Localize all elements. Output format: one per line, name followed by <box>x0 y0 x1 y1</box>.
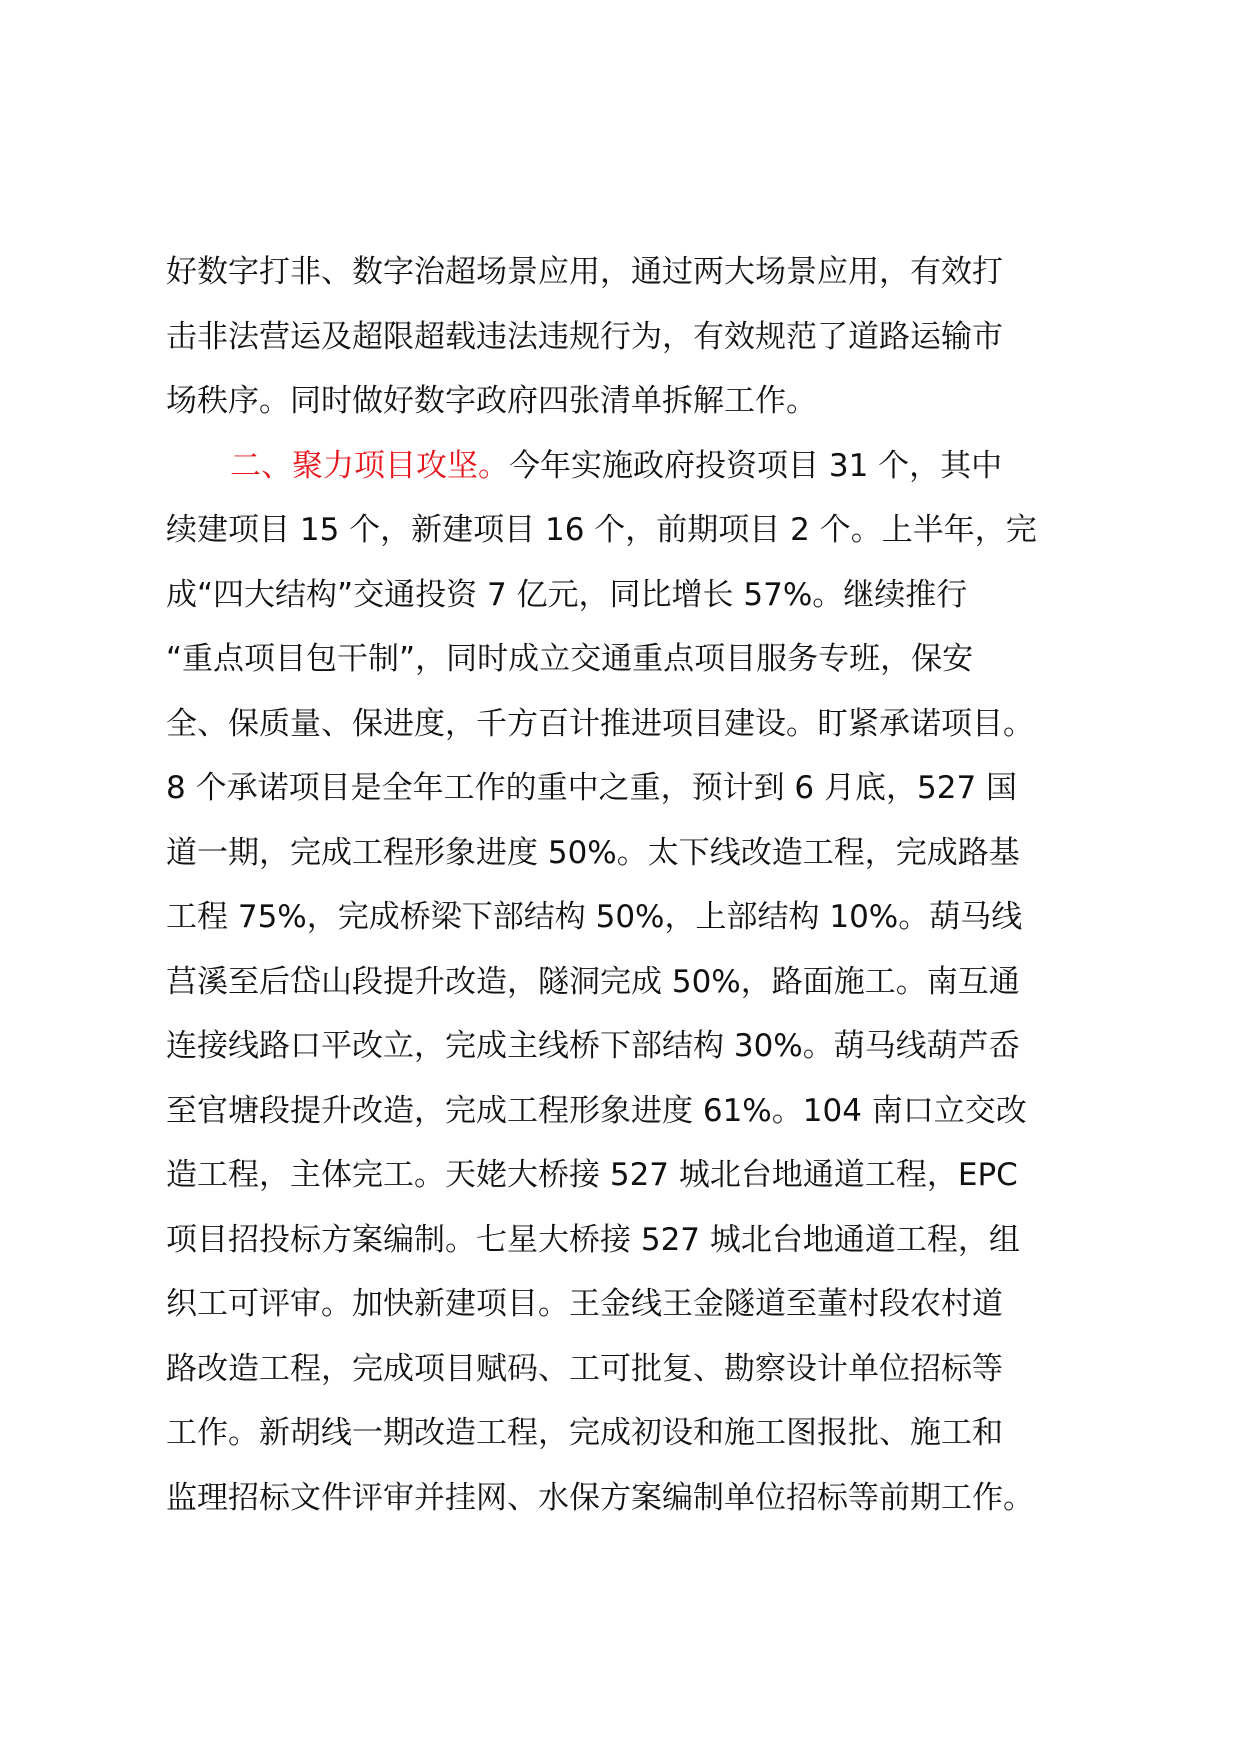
text-line: 监理招标文件评审并挂网、水保方案编制单位招标等前期工作。 <box>166 1479 1034 1516</box>
text-line: 场秩序。同时做好数字政府四张清单拆解工作。 <box>166 383 817 419</box>
text-line: 项目招投标方案编制。七星大桥接 527 城北台地通道工程，组 <box>166 1221 1020 1258</box>
text-line: 莒溪至后岱山段提升改造，隧洞完成 50%，路面施工。南互通 <box>166 963 1020 1000</box>
text-line: 好数字打非、数字治超场景应用，通过两大场景应用，有效打 <box>166 254 1003 290</box>
text-line: 织工可评审。加快新建项目。王金线王金隧道至董村段农村道 <box>166 1286 1003 1322</box>
text-line: 连接线路口平改立，完成主线桥下部结构 30%。葫马线葫芦岙 <box>166 1028 1020 1064</box>
text-line: 道一期，完成工程形象进度 50%。太下线改造工程，完成路基 <box>166 834 1020 871</box>
text-line: “重点项目包干制”，同时成立交通重点项目服务专班，保安 <box>166 641 974 677</box>
text-line: 击非法营运及超限超载违法违规行为，有效规范了道路运输市 <box>166 318 1003 355</box>
text-line: 全、保质量、保进度，千方百计推进项目建设。盯紧承诺项目。 <box>166 705 1034 742</box>
section-heading: 二、聚力项目攻坚。 <box>230 447 509 484</box>
text-line: 8 个承诺项目是全年工作的重中之重，预计到 6 月底，527 国 <box>166 770 1018 806</box>
text-line: 工作。新胡线一期改造工程，完成初设和施工图报批、施工和 <box>166 1415 1003 1451</box>
text-line: 成“四大结构”交通投资 7 亿元，同比增长 57%。继续推行 <box>166 576 968 613</box>
text-line: 至官塘段提升改造，完成工程形象进度 61%。104 南口立交改 <box>166 1092 1027 1129</box>
text-line: 工程 75%，完成桥梁下部结构 50%，上部结构 10%。葫马线 <box>166 899 1023 935</box>
paragraph-project-push <box>166 434 1106 1531</box>
text-line-first <box>166 434 1106 499</box>
text-line: 续建项目 15 个，新建项目 16 个，前期项目 2 个。上半年，完 <box>166 512 1037 548</box>
text-line-rest: 今年实施政府投资项目 31 个，其中 <box>509 447 1003 484</box>
document-body <box>166 240 1106 1530</box>
paragraph-digital-scenarios <box>166 240 1106 434</box>
text-line: 路改造工程，完成项目赋码、工可批复、勘察设计单位招标等 <box>166 1350 1003 1387</box>
text-line: 造工程，主体完工。天姥大桥接 527 城北台地通道工程，EPC <box>166 1157 1018 1193</box>
